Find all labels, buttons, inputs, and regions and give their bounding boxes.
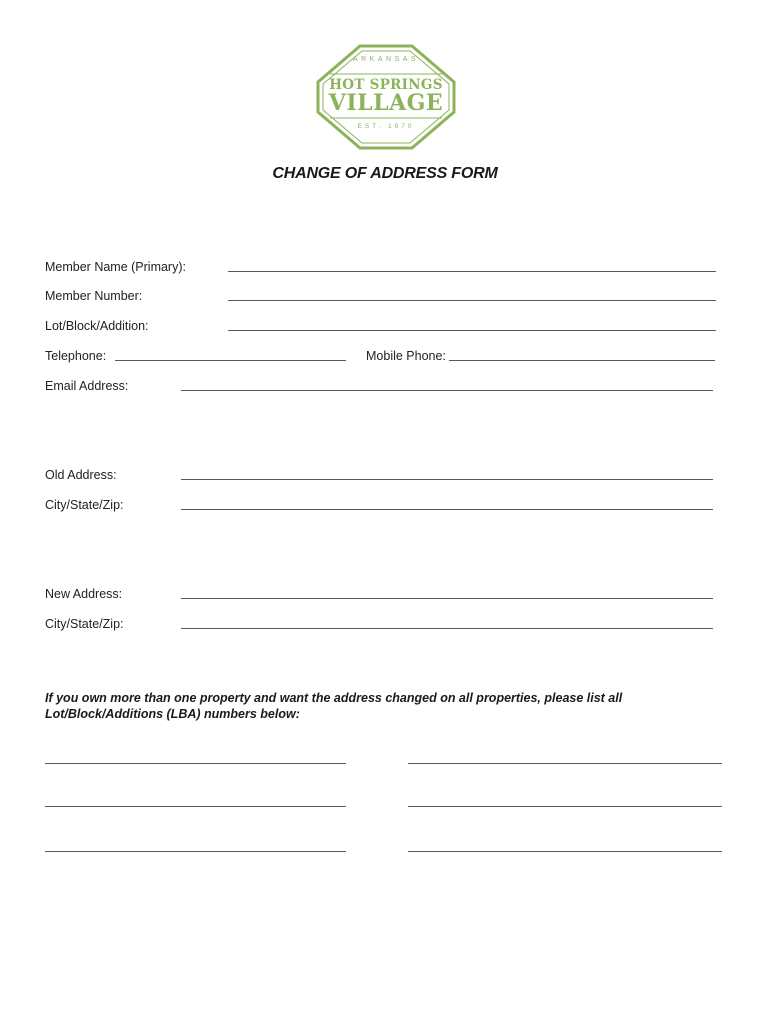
new-city-state-zip-line[interactable] [181,628,713,629]
telephone-label: Telephone: [45,349,107,363]
lba-line-3[interactable] [45,806,346,807]
old-address-label: Old Address: [45,468,117,482]
lot-block-label: Lot/Block/Addition: [45,319,149,333]
logo-hot-springs-text: HOT SPRINGS [329,77,443,93]
lba-line-5[interactable] [45,851,346,852]
new-city-state-zip-label: City/State/Zip: [45,617,124,631]
lot-block-line[interactable] [228,330,716,331]
lba-line-2[interactable] [408,763,722,764]
logo-village-text: VILLAGE [328,90,444,116]
lba-line-4[interactable] [408,806,722,807]
note-line-1: If you own more than one property and want the address changed on all properties, please list all [45,691,623,705]
member-number-label: Member Number: [45,289,143,303]
mobile-phone-label: Mobile Phone: [366,349,446,363]
logo-est-text: EST. 1970 [357,123,415,130]
old-city-state-zip-label: City/State/Zip: [45,498,124,512]
lba-line-6[interactable] [408,851,722,852]
email-label: Email Address: [45,379,129,393]
member-number-line[interactable] [228,300,716,301]
new-address-line[interactable] [181,598,713,599]
note-line-2: Lot/Block/Additions (LBA) numbers below: [45,707,300,721]
lba-line-1[interactable] [45,763,346,764]
old-address-line[interactable] [181,479,713,480]
new-address-label: New Address: [45,587,123,601]
form-title: CHANGE OF ADDRESS FORM [272,165,498,182]
logo-arkansas-text: ARKANSAS [352,56,420,63]
hot-springs-village-logo [316,44,456,150]
member-name-label: Member Name (Primary): [45,260,186,274]
member-name-line[interactable] [228,271,716,272]
multiple-properties-note [45,690,665,722]
old-city-state-zip-line[interactable] [181,509,713,510]
email-line[interactable] [181,390,713,391]
mobile-phone-line[interactable] [449,360,715,361]
telephone-line[interactable] [115,360,346,361]
